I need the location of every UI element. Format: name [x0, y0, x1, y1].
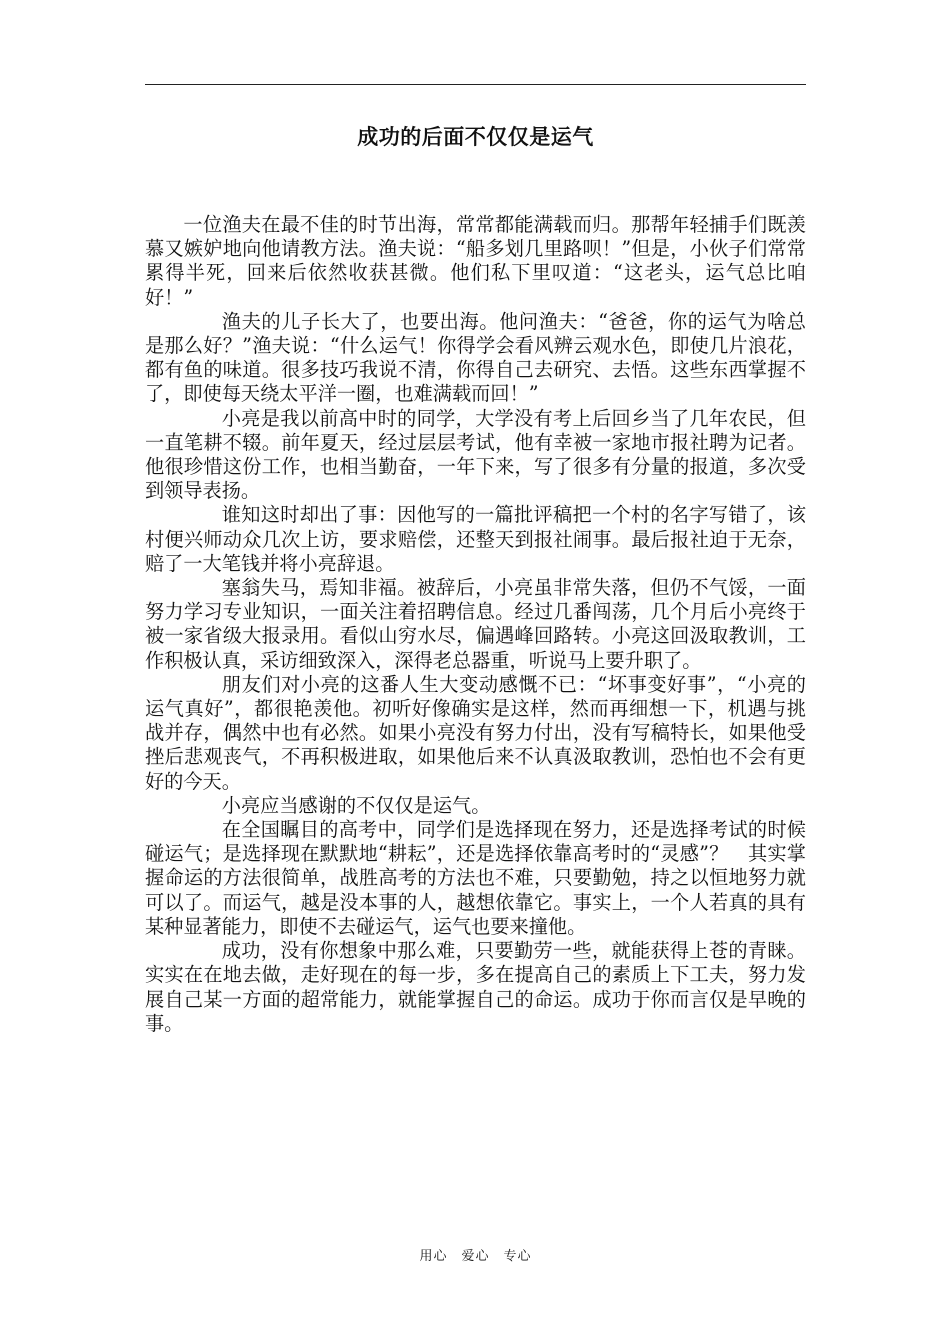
header-rule	[145, 84, 806, 85]
page-footer: 用心 爱心 专心	[419, 1249, 532, 1264]
paragraph-2: 渔夫的儿子长大了，也要出海。他问渔夫：“爸爸，你的运气为啥总是那么好？”渔夫说：“什么运气！你得学会看风辨云观水色，即使几片浪花，都有鱼的味道。很多技巧我说不清，你得自己去研究、去悟。这些东西掌握不了，即使每天绕太平洋一圈，也难满载而回！”	[145, 309, 806, 406]
paragraph-8: 在全国瞩目的高考中，同学们是选择现在努力，还是选择考试的时候碰运气；是选择现在默默地“耕耘”，还是选择依靠高考时的“灵感”？ 其实掌握命运的方法很简单，战胜高考的方法也不难，只要勤勉，持之以恒地努力就可以了。而运气，越是没本事的人，越想依靠它。事实上，一个人若真的具有某种显著能力，即使不去碰运气，运气也要来撞他。	[145, 818, 806, 938]
document-body	[145, 213, 806, 1036]
paragraph-6: 朋友们对小亮的这番人生大变动感慨不已：“坏事变好事”，“小亮的运气真好”，都很艳羡他。初听好像确实是这样，然而再细想一下，机遇与挑战并存，偶然中也有必然。如果小亮没有努力付出，没有写稿特长，如果他受挫后悲观丧气，不再积极进取，如果他后来不认真汲取教训，恐怕也不会有更好的今天。	[145, 672, 806, 793]
paragraph-5: 塞翁失马，焉知非福。被辞后，小亮虽非常失落，但仍不气馁，一面努力学习专业知识，一面关注着招聘信息。经过几番闯荡，几个月后小亮终于被一家省级大报录用。看似山穷水尽，偏遇峰回路转。小亮这回汲取教训，工作积极认真，采访细致深入，深得老总器重，听说马上要升职了。	[145, 576, 806, 672]
paragraph-4: 谁知这时却出了事：因他写的一篇批评稿把一个村的名字写错了，该村便兴师动众几次上访，要求赔偿，还整天到报社闹事。最后报社迫于无奈，赔了一大笔钱并将小亮辞退。	[145, 503, 806, 575]
paragraph-9: 成功，没有你想象中那么难，只要勤劳一些，就能获得上苍的青睐。实实在在地去做，走好现在的每一步，多在提高自己的素质上下工夫，努力发展自己某一方面的超常能力，就能掌握自己的命运。成功于你而言仅是早晚的事。	[145, 939, 806, 1035]
document-title: 成功的后面不仅仅是运气	[357, 125, 594, 149]
paragraph-3: 小亮是我以前高中时的同学，大学没有考上后回乡当了几年农民，但一直笔耕不辍。前年夏天，经过层层考试，他有幸被一家地市报社聘为记者。他很珍惜这份工作，也相当勤奋，一年下来，写了很多有分量的报道，多次受到领导表扬。	[145, 406, 806, 503]
paragraph-1: 一位渔夫在最不佳的时节出海，常常都能满载而归。那帮年轻捕手们既羡慕又嫉妒地向他请教方法。渔夫说：“船多划几里路呗！”但是，小伙子们常常累得半死，回来后依然收获甚微。他们私下里叹道：“这老头，运气总比咱好！”	[145, 213, 806, 309]
paragraph-7: 小亮应当感谢的不仅仅是运气。	[221, 793, 491, 817]
